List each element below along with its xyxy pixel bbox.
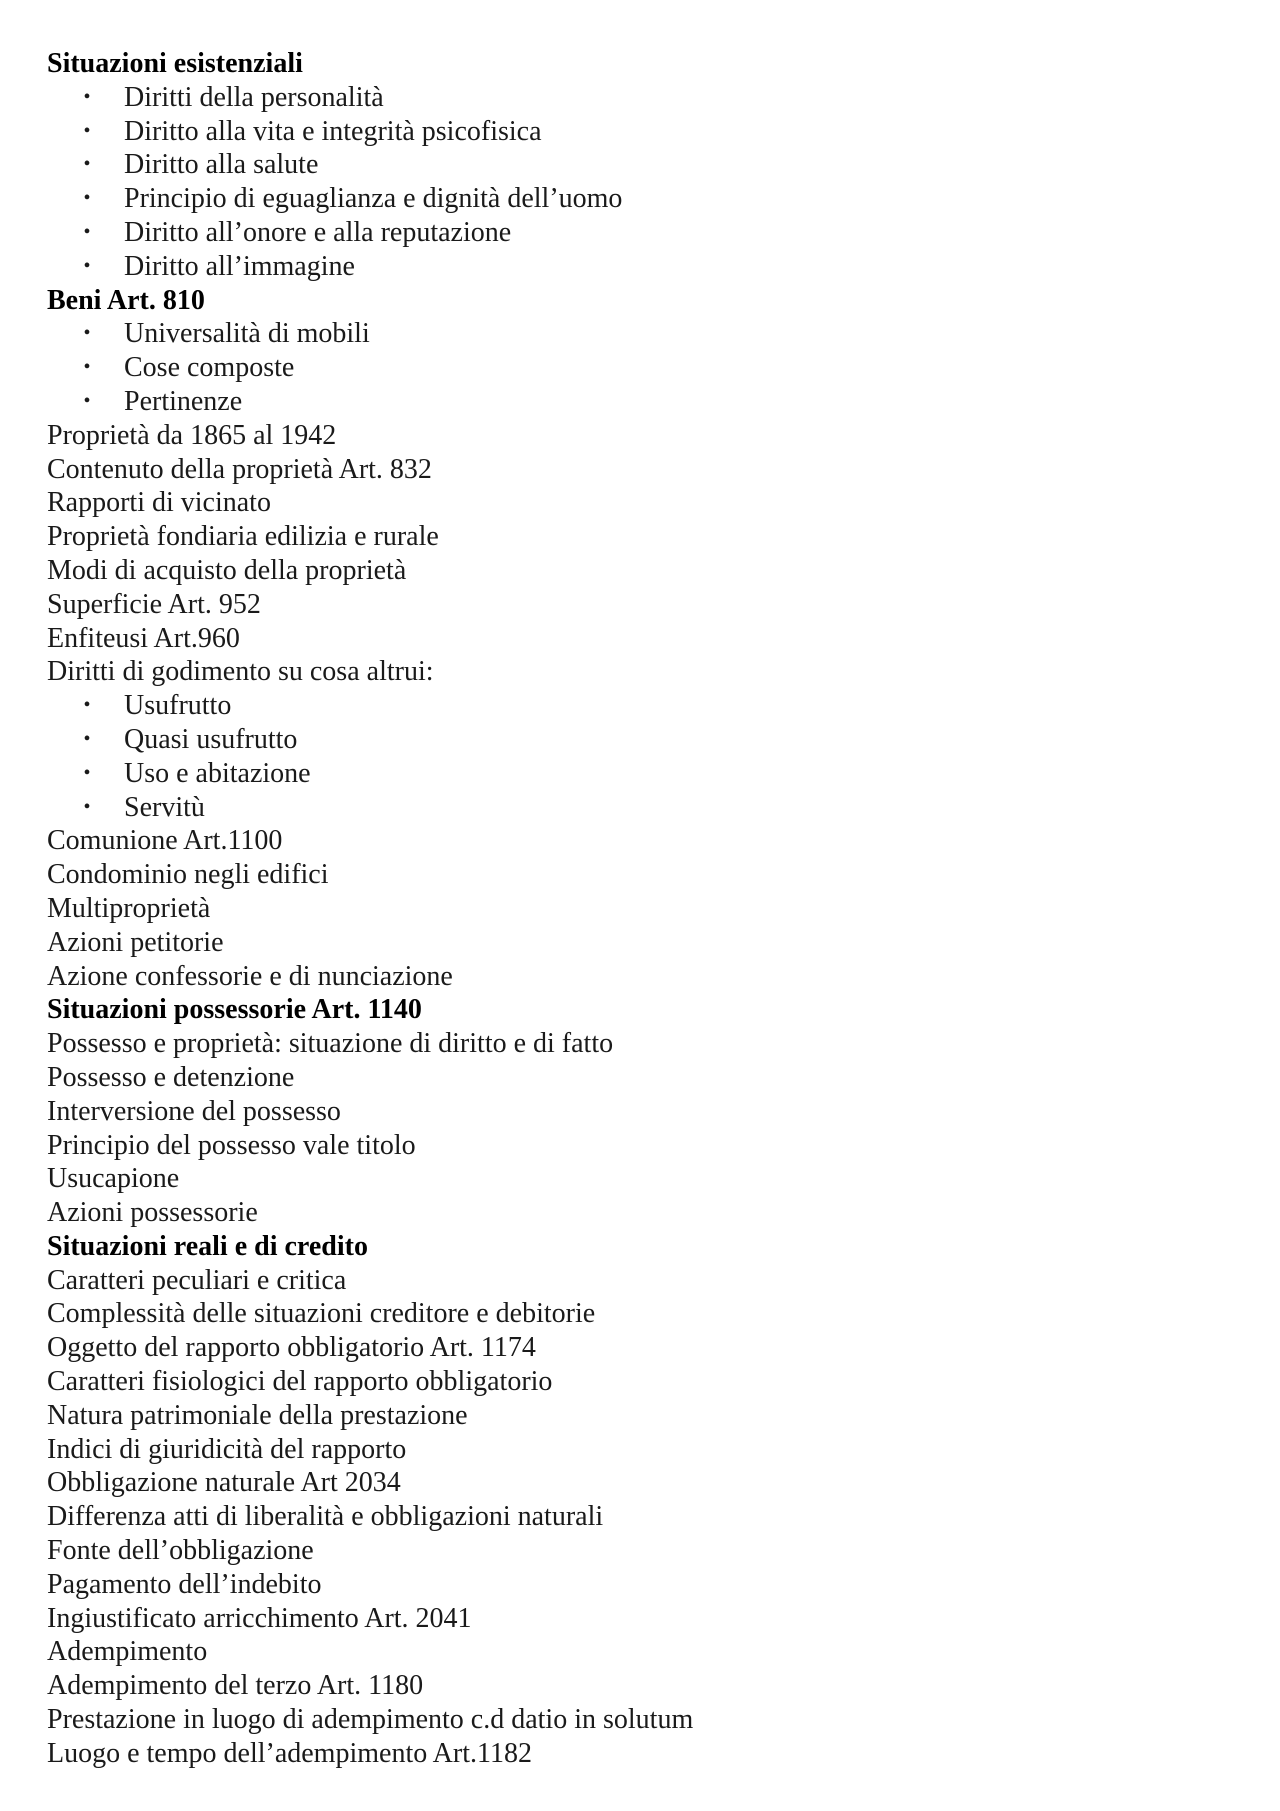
bullet-item: [47, 115, 1227, 149]
bullet-dot-icon: •: [83, 727, 91, 750]
bullet-text: Uso e abitazione: [124, 757, 311, 789]
bullet-text: Diritto alla vita e integrità psicofisica: [124, 115, 542, 147]
text-line: Modi di acquisto della proprietà: [47, 554, 407, 586]
text-line: Possesso e proprietà: situazione di diritto e di fatto: [47, 1028, 614, 1060]
text-line: Condominio negli edifici: [47, 859, 329, 891]
text-line: Proprietà fondiaria edilizia e rurale: [47, 521, 439, 553]
bullet-dot-icon: •: [83, 356, 91, 379]
text-line: Possesso e detenzione: [47, 1061, 295, 1093]
bullet-text: Diritti della personalità: [124, 81, 384, 113]
text-line: Natura patrimoniale della prestazione: [47, 1399, 468, 1431]
bullet-item: [47, 791, 1227, 825]
bullet-item: [47, 723, 1227, 757]
bullet-text: Principio di eguaglianza e dignità dell’uomo: [124, 183, 623, 215]
bullet-dot-icon: •: [83, 254, 91, 277]
text-line: Oggetto del rapporto obbligatorio Art. 1174: [47, 1332, 536, 1364]
text-line: Rapporti di vicinato: [47, 487, 271, 519]
bullet-list: [47, 689, 1227, 824]
bullet-text: Usufrutto: [124, 690, 232, 722]
bullet-text: Diritto all’onore e alla reputazione: [124, 216, 512, 248]
text-line: Contenuto della proprietà Art. 832: [47, 453, 432, 485]
bullet-item: [47, 250, 1227, 284]
text-line: Usucapione: [47, 1163, 180, 1195]
bullet-dot-icon: •: [83, 187, 91, 210]
bullet-list: [47, 317, 1227, 418]
bullet-item: [47, 351, 1227, 385]
bullet-item: [47, 385, 1227, 419]
text-line: Principio del possesso vale titolo: [47, 1129, 416, 1161]
bullet-item: [47, 317, 1227, 351]
text-line: Caratteri fisiologici del rapporto obbligatorio: [47, 1366, 553, 1398]
text-line: Enfiteusi Art.960: [47, 622, 240, 654]
text-line: Azioni petitorie: [47, 926, 224, 958]
text-line: Comunione Art.1100: [47, 825, 283, 857]
section-heading: Situazioni esistenziali: [47, 48, 303, 79]
text-line: Azioni possessorie: [47, 1197, 258, 1229]
bullet-dot-icon: •: [83, 119, 91, 142]
bullet-text: Cose composte: [124, 352, 295, 384]
text-line: Differenza atti di liberalità e obbligazioni naturali: [47, 1501, 604, 1533]
bullet-item: [47, 216, 1227, 250]
section-heading: Situazioni reali e di credito: [47, 1230, 368, 1262]
bullet-dot-icon: •: [83, 795, 91, 818]
bullet-dot-icon: •: [83, 85, 91, 108]
text-line: Adempimento del terzo Art. 1180: [47, 1670, 424, 1702]
text-line: Diritti di godimento su cosa altrui:: [47, 656, 434, 688]
text-line: Proprietà da 1865 al 1942: [47, 419, 337, 451]
text-line: Pagamento dell’indebito: [47, 1568, 322, 1600]
text-line: Azione confessorie e di nunciazione: [47, 960, 453, 992]
section-heading: Situazioni possessorie Art. 1140: [47, 994, 422, 1026]
text-line: Prestazione in luogo di adempimento c.d datio in solutum: [47, 1704, 694, 1736]
bullet-text: Quasi usufrutto: [124, 723, 298, 755]
bullet-text: Diritto alla salute: [124, 149, 319, 181]
bullet-dot-icon: •: [83, 322, 91, 345]
text-line: Luogo e tempo dell’adempimento Art.1182: [47, 1737, 532, 1769]
text-line: Complessità delle situazioni creditore e debitorie: [47, 1298, 596, 1330]
bullet-text: Servitù: [124, 791, 205, 823]
bullet-dot-icon: •: [83, 153, 91, 176]
text-line: Ingiustificato arricchimento Art. 2041: [47, 1602, 472, 1634]
bullet-item: [47, 148, 1227, 182]
bullet-dot-icon: •: [83, 389, 91, 412]
text-line: Caratteri peculiari e critica: [47, 1264, 347, 1296]
bullet-item: [47, 182, 1227, 216]
bullet-item: [47, 757, 1227, 791]
text-line: Interversione del possesso: [47, 1095, 341, 1127]
bullet-text: Diritto all’immagine: [124, 250, 355, 282]
text-line: Superficie Art. 952: [47, 588, 261, 620]
bullet-dot-icon: •: [83, 220, 91, 243]
text-line: Fonte dell’obbligazione: [47, 1535, 314, 1567]
text-line: Obbligazione naturale Art 2034: [47, 1467, 401, 1499]
bullet-dot-icon: •: [83, 761, 91, 784]
bullet-item: [47, 81, 1227, 115]
bullet-list: [47, 81, 1227, 284]
bullet-text: Universalità di mobili: [124, 318, 370, 350]
text-line: Adempimento: [47, 1636, 208, 1668]
bullet-text: Pertinenze: [124, 385, 243, 417]
text-line: Indici di giuridicità del rapporto: [47, 1433, 407, 1465]
document-body: [47, 47, 1227, 1771]
section-heading: Beni Art. 810: [47, 284, 205, 316]
bullet-item: [47, 689, 1227, 723]
text-line: Multiproprietà: [47, 892, 211, 924]
bullet-dot-icon: •: [83, 694, 91, 717]
